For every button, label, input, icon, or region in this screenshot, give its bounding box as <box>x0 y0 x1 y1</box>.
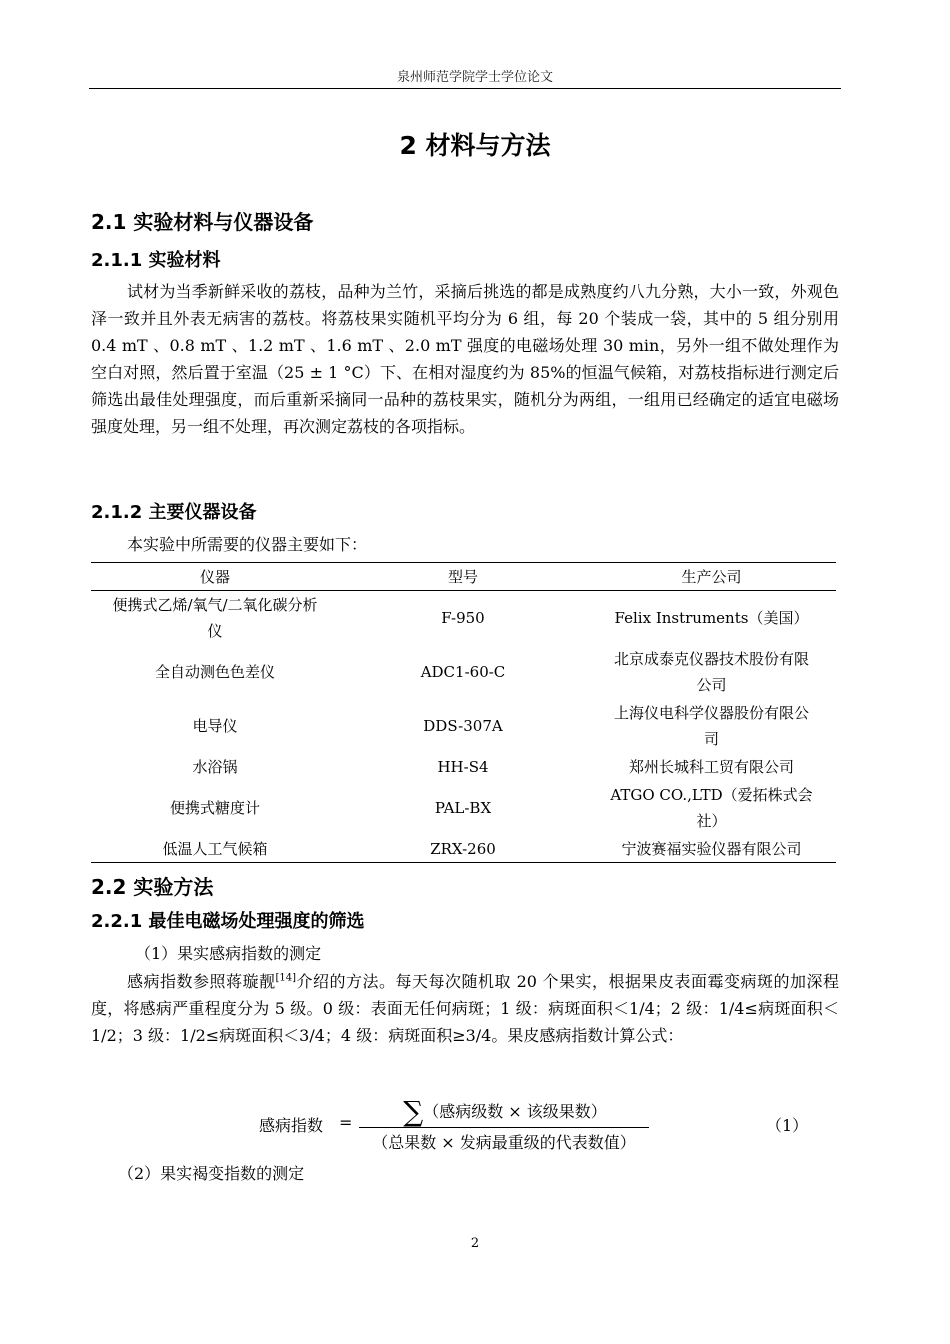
table-cell-model: PAL-BX <box>434 799 492 817</box>
fraction-bar <box>359 1127 649 1128</box>
table-intro: 本实验中所需要的仪器主要如下： <box>127 535 368 554</box>
table-bottom-rule <box>91 862 836 863</box>
table-cell-instrument: 全自动测色色差仪 <box>154 663 275 681</box>
table-cell-company: 北京成泰克仪器技术股份有限 公司 <box>613 650 809 694</box>
table-cell-company: 宁波赛福实验仪器有限公司 <box>621 839 802 858</box>
table-cell-instrument: 便携式乙烯/氧气/二氧化碳分析 仪 <box>112 596 318 640</box>
disease-index-formula <box>255 1095 845 1159</box>
table-cell-model: DDS-307A <box>423 717 503 735</box>
formula-equals: = <box>339 1113 353 1132</box>
table-cell-company: ATGO CO.,LTD（爱拓株式会 社） <box>610 786 813 830</box>
paragraph-disease-index: 感病指数参照蒋璇靓[14]介绍的方法。每天每次随机取 20 个果实，根据果皮表面霉变病斑的加深程度，将感病严重程度分为 5 级。0 级：表面无任何病斑；1 级：病斑面积＜1/4；2 级：1/4≤病斑面积＜1/2；3 级：1/2≤病斑面积＜3/4；4 级：病斑面积≥3/4。果皮感病指数计算公式： <box>91 972 839 1045</box>
table-cell-company: 上海仪电科学仪器股份有限公 司 <box>613 704 809 748</box>
list-item-1: （1）果实感病指数的测定 <box>135 944 322 963</box>
header-rule <box>89 88 841 89</box>
page-number: 2 <box>470 1236 480 1251</box>
section-heading-2-2-1: 2.2.1 最佳电磁场处理强度的筛选 <box>91 911 365 932</box>
table-cell-instrument: 低温人工气候箱 <box>162 839 268 858</box>
section-heading-2-1-2: 2.1.2 主要仪器设备 <box>91 502 257 523</box>
list-item-2: （2）果实褐变指数的测定 <box>118 1164 305 1183</box>
section-heading-2-1: 2.1 实验材料与仪器设备 <box>91 210 314 234</box>
formula-numerator: ∑（感病级数 × 该级果数） <box>403 1095 607 1128</box>
formula-lhs: 感病指数 <box>259 1116 324 1135</box>
table-cell-instrument: 水浴锅 <box>192 758 238 776</box>
table-cell-instrument: 便携式糖度计 <box>169 799 260 817</box>
table-cell-instrument: 电导仪 <box>192 717 238 735</box>
equation-number: （1） <box>766 1116 809 1135</box>
chapter-title: 2 材料与方法 <box>399 131 551 160</box>
table-header-model: 型号 <box>447 567 478 586</box>
table-cell-company: Felix Instruments（美国） <box>614 609 809 627</box>
section-heading-2-1-1: 2.1.1 实验材料 <box>91 250 221 271</box>
running-header: 泉州师范学院学士学位论文 <box>396 70 553 85</box>
table-cell-model: F-950 <box>441 609 485 627</box>
section-heading-2-2: 2.2 实验方法 <box>91 875 214 899</box>
table-header-company: 生产公司 <box>681 567 742 586</box>
table-cell-model: ADC1-60-C <box>420 663 506 681</box>
table-cell-model: ZRX-260 <box>430 839 496 858</box>
sum-symbol: ∑ <box>403 1095 424 1128</box>
paragraph-materials: 试材为当季新鲜采收的荔枝，品种为兰竹，采摘后挑选的都是成熟度约八九分熟，大小一致，外观色泽一致并且外表无病害的荔枝。将荔枝果实随机平均分为 6 组，每 20 个装成一袋，其中的 5 组分别用 0.4 mT 、0.8 mT 、1.2 mT 、1.6 mT 、2.0 mT 强度的电磁场处理 30 min，另外一组不做处理作为空白对照，然后置于室温（25 ± 1 °C）下、在相对湿度约为 85%的恒温气候箱，对荔枝指标进行测定后筛选出最佳处理强度，而后重新采摘同一品种的荔枝果实，随机分为两组，一组用已经确定的适宜电磁场强度处理，另一组不处理，再次测定荔枝的各项指标。 <box>91 282 839 436</box>
formula-denominator: （总果数 × 发病最重级的代表数值） <box>372 1133 636 1152</box>
table-cell-company: 郑州长城科工贸有限公司 <box>628 758 794 776</box>
table-header-instrument: 仪器 <box>199 567 230 586</box>
citation-ref: [14] <box>275 972 297 984</box>
table-cell-model: HH-S4 <box>437 758 489 776</box>
